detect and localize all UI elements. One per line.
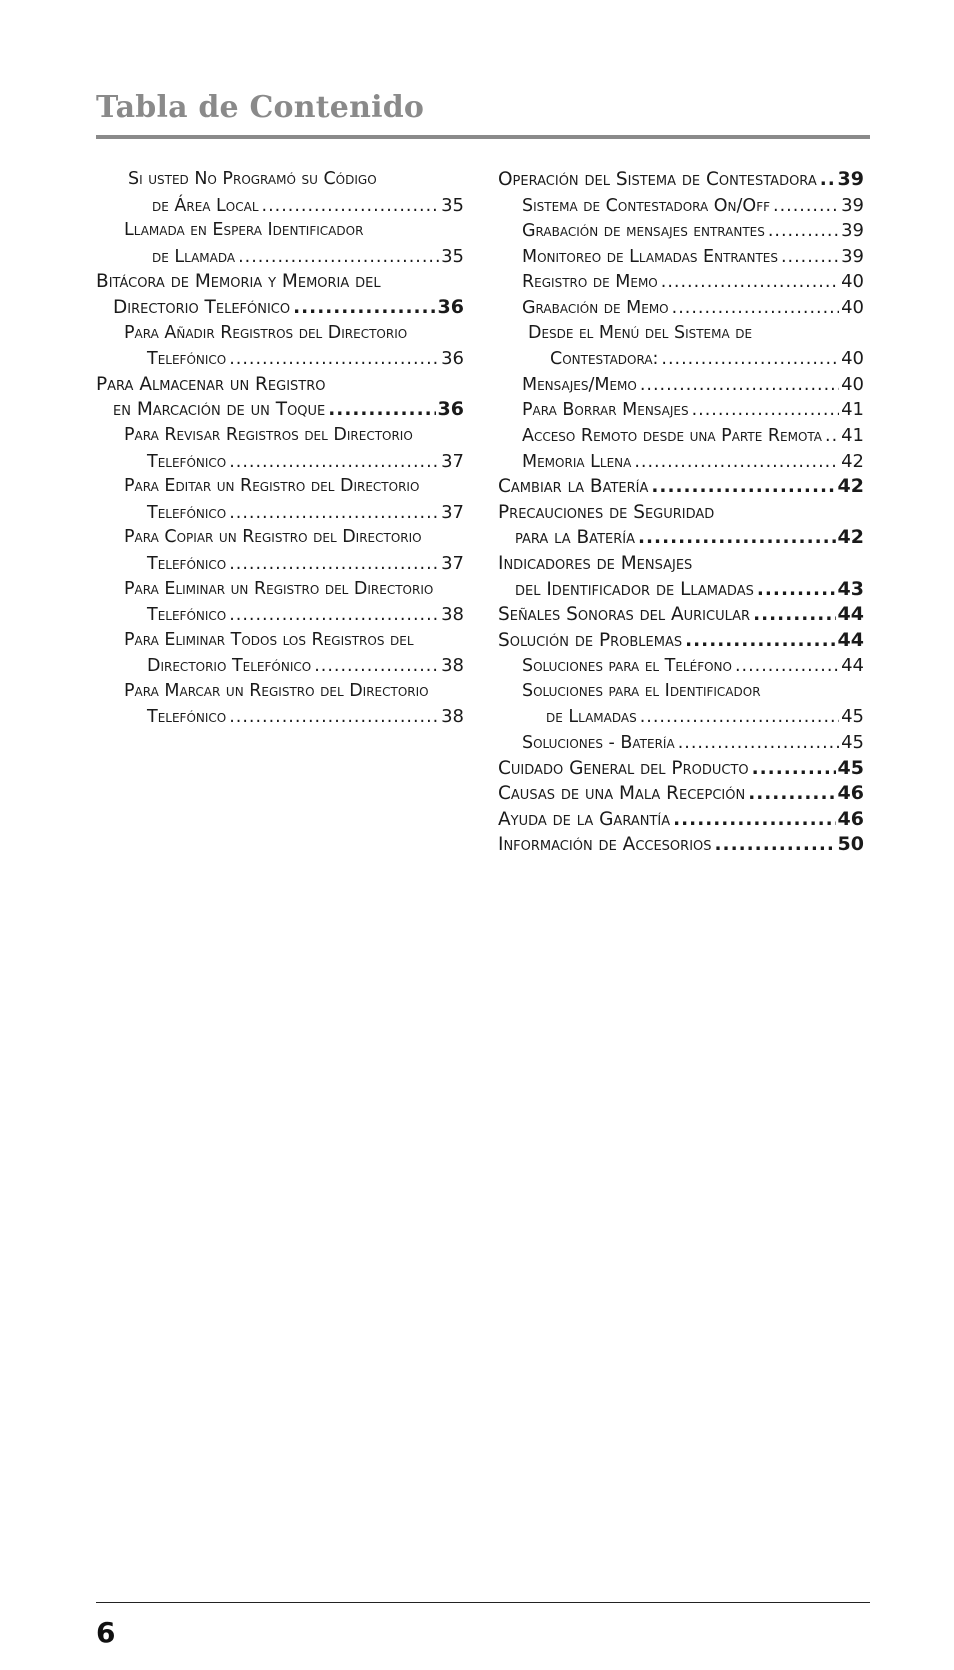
toc-entry[interactable] <box>498 704 864 730</box>
toc-entry[interactable] <box>96 602 464 628</box>
toc-entry-page-number: 45 <box>837 756 864 779</box>
dot-leader <box>262 194 440 220</box>
toc-entry-title: Solución de Problemas <box>498 629 683 651</box>
toc-entry-page-number: 44 <box>837 603 864 626</box>
toc-entry-title: Si usted No Programó su Código <box>128 169 377 189</box>
toc-entry-title: Acceso Remoto desde una Parte Remota <box>522 425 823 446</box>
toc-entry-title: Grabación de Memo <box>522 297 669 318</box>
toc-entry[interactable] <box>498 525 864 551</box>
toc-entry[interactable] <box>498 730 864 756</box>
dot-leader <box>651 474 835 500</box>
toc-entry-page-number: 39 <box>841 194 864 216</box>
toc-entry-title: Operación del Sistema de Contestadora <box>498 169 817 190</box>
dot-leader <box>229 450 439 476</box>
toc-entry[interactable] <box>96 679 464 705</box>
dot-leader <box>293 295 435 321</box>
dot-leader <box>825 424 839 450</box>
dot-leader <box>768 219 839 245</box>
toc-entry[interactable] <box>498 577 864 603</box>
toc-entry-title: Indicadores de Mensajes <box>498 552 693 574</box>
toc-entry-page-number: 43 <box>837 577 864 600</box>
dot-leader <box>314 654 439 680</box>
dot-leader <box>748 781 835 807</box>
toc-entry[interactable] <box>96 653 464 679</box>
toc-entry-title: Contestadora: <box>550 349 659 370</box>
dot-leader <box>661 347 839 373</box>
dot-leader <box>735 654 839 680</box>
dot-leader <box>640 705 839 731</box>
toc-left-column <box>96 167 464 730</box>
toc-entry-title: Soluciones para el Teléfono <box>522 656 732 677</box>
toc-entry-title: Telefónico <box>147 451 227 472</box>
page-number: 6 <box>96 1616 116 1649</box>
toc-entry-title: Para Marcar un Registro del Directorio <box>124 680 429 701</box>
page-title: Tabla de Contenido <box>96 90 425 125</box>
dot-leader <box>238 245 439 271</box>
toc-entry[interactable] <box>498 346 864 372</box>
dot-leader <box>328 397 435 423</box>
toc-entry-title: Para Añadir Registros del Directorio <box>124 322 408 343</box>
toc-entry-page-number: 44 <box>837 628 864 651</box>
dot-leader <box>753 602 835 628</box>
toc-entry[interactable] <box>96 346 464 372</box>
dot-leader <box>673 807 835 833</box>
toc-entry-page-number: 38 <box>441 604 464 626</box>
toc-entry-title: Para Almacenar un Registro <box>96 373 326 395</box>
title-rule <box>96 135 870 139</box>
toc-entry[interactable] <box>498 218 864 244</box>
toc-entry[interactable] <box>498 449 864 475</box>
toc-entry-title: Sistema de Contestadora On/Off <box>522 195 770 216</box>
toc-entry-title: de Llamadas <box>546 707 637 728</box>
toc-entry-title: de Área Local <box>152 195 259 216</box>
dot-leader <box>715 832 836 858</box>
toc-entry-page-number: 36 <box>437 398 464 421</box>
toc-entry[interactable] <box>498 397 864 423</box>
toc-entry-title: Soluciones - Batería <box>522 733 675 754</box>
toc-entry[interactable] <box>96 372 464 398</box>
toc-entry-page-number: 35 <box>441 245 464 267</box>
dot-leader <box>661 270 839 296</box>
toc-entry-title: Ayuda de la Garantía <box>498 808 671 830</box>
toc-entry-page-number: 40 <box>841 271 864 293</box>
toc-entry-page-number: 39 <box>837 168 864 190</box>
toc-entry[interactable] <box>96 218 464 244</box>
toc-entry-title: Cuidado General del Producto <box>498 757 749 779</box>
toc-entry[interactable] <box>498 474 864 500</box>
toc-entry-page-number: 46 <box>837 782 864 805</box>
toc-entry-page-number: 37 <box>441 450 464 472</box>
toc-entry-page-number: 41 <box>841 424 864 446</box>
dot-leader <box>692 398 840 424</box>
toc-entry[interactable] <box>498 244 864 270</box>
toc-entry[interactable] <box>96 628 464 654</box>
toc-entry-title: Para Editar un Registro del Directorio <box>124 476 420 497</box>
toc-entry[interactable] <box>96 704 464 730</box>
dot-leader <box>229 347 439 373</box>
toc-entry[interactable] <box>96 577 464 603</box>
toc-entry[interactable] <box>498 602 864 628</box>
toc-entry[interactable] <box>96 397 464 423</box>
toc-entry[interactable] <box>498 269 864 295</box>
dot-leader <box>678 731 839 757</box>
toc-entry[interactable] <box>498 500 864 526</box>
toc-entry[interactable] <box>498 423 864 449</box>
toc-entry[interactable] <box>498 628 864 654</box>
dot-leader <box>638 525 836 551</box>
toc-entry-page-number: 45 <box>841 706 864 728</box>
dot-leader <box>757 577 836 603</box>
toc-entry[interactable] <box>96 269 464 295</box>
toc-entry-title: Para Borrar Mensajes <box>522 400 689 421</box>
toc-entry-title: Directorio Telefónico <box>147 656 312 677</box>
toc-entry-title: en Marcación de un Toque <box>113 399 326 421</box>
toc-entry[interactable] <box>96 295 464 321</box>
dot-leader <box>229 705 439 731</box>
toc-entry-title: Precauciones de Seguridad <box>498 501 715 523</box>
toc-entry-title: Para Revisar Registros del Directorio <box>124 424 413 445</box>
toc-entry[interactable] <box>498 551 864 577</box>
toc-entry[interactable] <box>498 832 864 858</box>
toc-entry[interactable] <box>96 321 464 347</box>
dot-leader <box>781 245 839 271</box>
toc-entry[interactable] <box>96 167 464 193</box>
toc-entry-title: Causas de una Mala Recepción <box>498 783 746 805</box>
toc-entry[interactable] <box>96 474 464 500</box>
toc-entry-page-number: 45 <box>841 732 864 754</box>
toc-entry-page-number: 40 <box>841 373 864 395</box>
toc-entry-page-number: 46 <box>837 807 864 830</box>
toc-entry-page-number: 42 <box>837 526 864 549</box>
toc-entry-title: Desde el Menú del Sistema de <box>528 322 753 343</box>
toc-entry-title: Telefónico <box>147 707 227 728</box>
dot-leader <box>773 194 839 220</box>
toc-entry-title: Cambiar la Batería <box>498 476 649 498</box>
toc-entry[interactable] <box>498 193 864 219</box>
toc-entry-page-number: 36 <box>437 295 464 318</box>
toc-entry-title: Telefónico <box>147 553 227 574</box>
dot-leader <box>634 450 839 476</box>
toc-entry-page-number: 40 <box>841 348 864 370</box>
toc-entry-page-number: 41 <box>841 399 864 421</box>
toc-entry-page-number: 40 <box>841 296 864 318</box>
toc-entry-title: Telefónico <box>147 349 227 370</box>
dot-leader <box>752 756 836 782</box>
toc-entry-title: del Identificador de Llamadas <box>515 578 754 600</box>
toc-entry-page-number: 36 <box>441 348 464 370</box>
toc-entry[interactable] <box>96 449 464 475</box>
toc-entry[interactable] <box>96 551 464 577</box>
toc-entry-title: Monitoreo de Llamadas Entrantes <box>522 246 778 267</box>
footer-rule <box>96 1602 870 1603</box>
toc-entry-title: Bitácora de Memoria y Memoria del <box>96 271 381 293</box>
toc-entry-page-number: 38 <box>441 706 464 728</box>
toc-right-column <box>498 167 864 858</box>
toc-entry-page-number: 38 <box>441 655 464 677</box>
toc-entry[interactable] <box>96 193 464 219</box>
dot-leader <box>229 501 439 527</box>
dot-leader <box>640 373 839 399</box>
dot-leader <box>820 167 836 193</box>
toc-entry-title: Telefónico <box>147 502 227 523</box>
toc-entry-title: Mensajes/Memo <box>522 374 637 395</box>
toc-entry-page-number: 37 <box>441 552 464 574</box>
toc-entry[interactable] <box>498 295 864 321</box>
toc-entry-title: para la Batería <box>515 527 635 549</box>
toc-entry-page-number: 35 <box>441 194 464 216</box>
toc-entry-title: Para Eliminar un Registro del Directorio <box>124 578 434 599</box>
toc-entry-title: Registro de Memo <box>522 272 658 293</box>
toc-entry-title: Telefónico <box>147 605 227 626</box>
toc-entry[interactable] <box>498 756 864 782</box>
toc-entry[interactable] <box>498 807 864 833</box>
toc-entry-page-number: 50 <box>837 833 864 856</box>
toc-entry-title: Directorio Telefónico <box>113 296 291 318</box>
toc-entry-title: de Llamada <box>152 246 236 267</box>
toc-entry-page-number: 39 <box>841 220 864 242</box>
toc-entry-title: Para Copiar un Registro del Directorio <box>124 527 422 548</box>
dot-leader <box>229 603 439 629</box>
toc-entry[interactable] <box>498 372 864 398</box>
dot-leader <box>672 296 839 322</box>
toc-entry[interactable] <box>498 781 864 807</box>
toc-entry-page-number: 37 <box>441 501 464 523</box>
toc-entry[interactable] <box>96 244 464 270</box>
toc-entry-title: Soluciones para el Identificador <box>522 680 761 701</box>
toc-entry-page-number: 44 <box>841 655 864 677</box>
toc-entry[interactable] <box>498 679 864 705</box>
toc-entry-page-number: 42 <box>837 475 864 498</box>
toc-entry-title: Para Eliminar Todos los Registros del <box>124 629 414 650</box>
toc-entry[interactable] <box>498 653 864 679</box>
toc-entry-title: Información de Accesorios <box>498 834 712 856</box>
toc-entry[interactable] <box>498 321 864 347</box>
toc-entry-page-number: 39 <box>841 245 864 267</box>
toc-entry[interactable] <box>498 167 864 193</box>
toc-entry[interactable] <box>96 525 464 551</box>
dot-leader <box>685 628 835 654</box>
dot-leader <box>229 552 439 578</box>
toc-entry-title: Grabación de mensajes entrantes <box>522 221 765 242</box>
toc-entry-title: Memoria Llena <box>522 451 632 472</box>
toc-entry-title: Señales Sonoras del Auricular <box>498 604 751 626</box>
toc-entry-page-number: 42 <box>841 450 864 472</box>
toc-entry[interactable] <box>96 423 464 449</box>
toc-entry[interactable] <box>96 500 464 526</box>
toc-entry-title: Llamada en Espera Identificador <box>124 220 364 241</box>
